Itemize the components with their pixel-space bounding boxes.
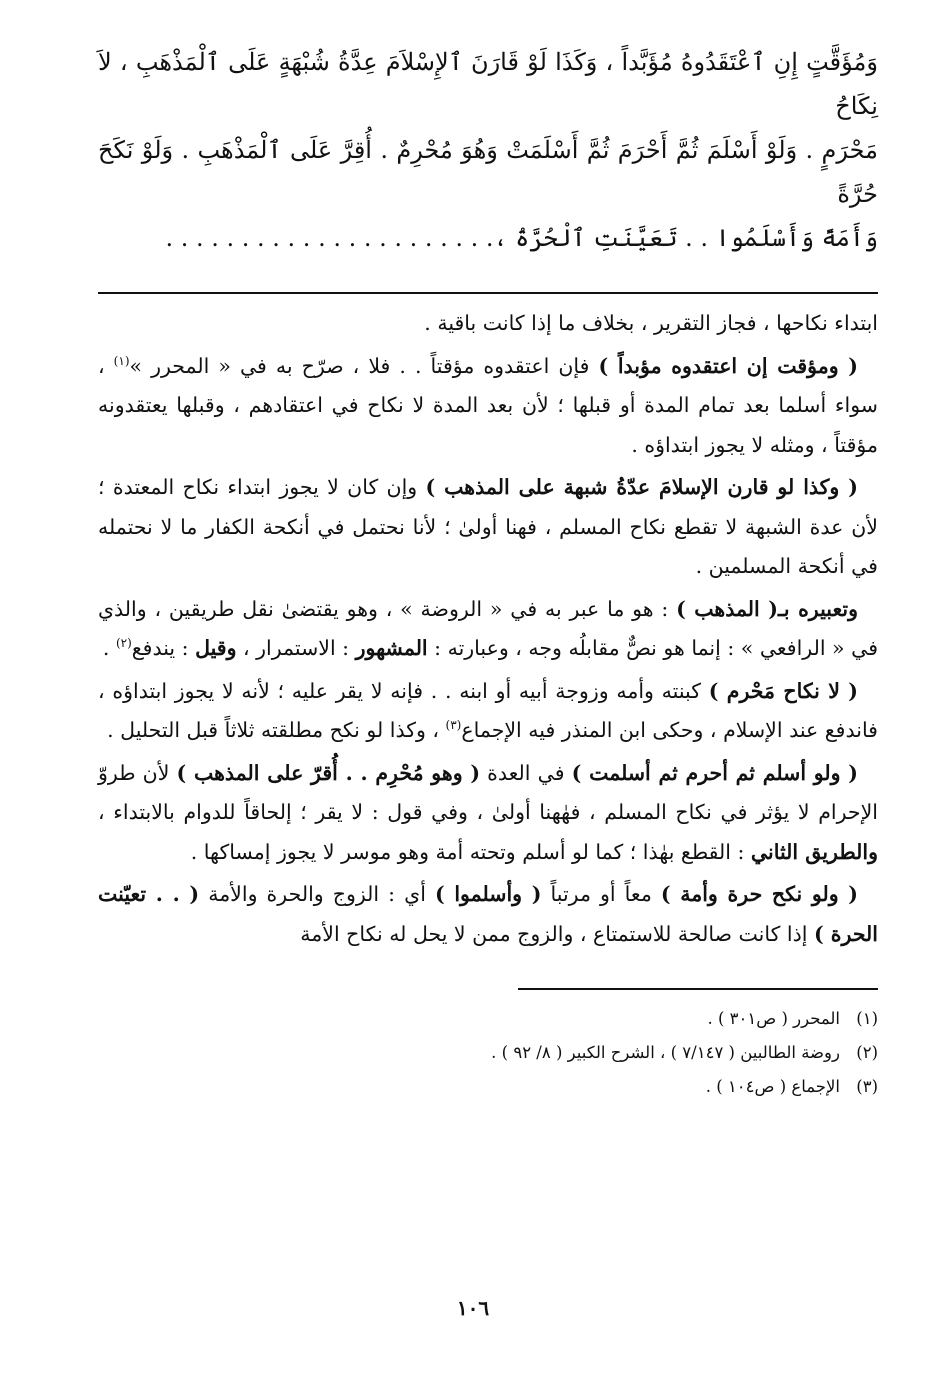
paragraph-text: : الاستمرار ، (236, 636, 356, 660)
matn-text (98, 40, 878, 260)
matn-line-1: وَمُؤَقَّتٍ إِنِ ٱعْتَقَدُوهُ مُؤَبَّداً ، وَكَذَا لَوْ قَارَنَ ٱلإِسْلاَمَ عِدَّةُ شُبْهَةٍ عَلَى ٱلْمَذْهَبِ ، لاَ نِكَاحُ (98, 48, 878, 120)
lemma: ( ولو أسلم ثم أحرم ثم أسلمت ) (571, 760, 858, 785)
lemma: ( ومؤقت إن اعتقدوه مؤبداً ) (598, 353, 858, 378)
lemma: ( . . تعيّنت الحرة ) (98, 882, 878, 946)
sharh-paragraph-7 (98, 875, 878, 954)
lead-word: وتعبيره بـ (777, 596, 858, 621)
paragraph-text: معاً أو مرتباً (541, 882, 661, 906)
footnote-text: روضة الطالبين ( ٧/١٤٧ ) ، الشرح الكبير ( ٨/ ٩٢ ) . (491, 1043, 840, 1062)
lemma: ( لا نكاح مَحْرم ) (708, 678, 858, 703)
page-body (98, 40, 878, 1104)
footnote-number: (١) (856, 1009, 878, 1028)
paragraph-text: : يندفع (131, 636, 196, 660)
footnotes (98, 1002, 878, 1104)
footnote-ref-3[interactable]: (٣) (445, 718, 462, 733)
paragraph-text: إذا كانت صالحة للاستمتاع ، والزوج ممن لا يحل له نكاح الأمة (300, 921, 814, 946)
sharh-paragraph-1: ابتداء نكاحها ، فجاز التقرير ، بخلاف ما إذا كانت باقية . (424, 311, 878, 335)
term-qil: وقيل (195, 636, 237, 660)
paragraph-text: ، وكذا لو نكح مطلقته ثلاثاً قبل التحليل . (107, 718, 446, 742)
paragraph-text: ، سواء أسلما بعد تمام المدة أو قبلها ؛ لأن بعد المدة لا نكاح في اعتقادهم ، وقبلها يعتقدونه مؤقتاً ، ومثله لا يجوز ابتداؤه . (98, 353, 878, 457)
paragraph-text: : القطع بهٰذا ؛ كما لو أسلم وتحته أمة وهو موسر لا يجوز إمساكها . (190, 839, 751, 864)
term-tariq: والطريق الثاني (750, 839, 878, 864)
footnote-1 (98, 1002, 878, 1036)
paragraph-text: في العدة (480, 760, 572, 785)
footnote-ref-1[interactable]: (١) (113, 353, 130, 368)
footnote-number: (٣) (856, 1077, 878, 1096)
paragraph-text: لأن طروّ الإحرام لا يؤثر في نكاح المسلم ، فهٰهنا أولىٰ ، وفي قول : لا يقر ؛ إلحاقاً للدوام بالابتداء ، (98, 760, 878, 824)
matn-line-2: مَحْرَمٍ . وَلَوْ أَسْلَمَ ثُمَّ أَحْرَمَ ثُمَّ أَسْلَمَتْ وَهُوَ مُحْرِمٌ . أُقِرَّ عَلَى ٱلْمَذْهَبِ . وَلَوْ نَكَحَ حُرَّةً (98, 136, 878, 208)
paragraph-text: وإن كان لا يجوز ابتداء نكاح المعتدة ؛ لأن عدة الشبهة لا تقطع نكاح المسلم ، فهنا أولىٰ ؛ لأنا نحتمل في أنكحة الكفار ما لا نحتمله في أنكحة المسلمين . (98, 475, 878, 578)
paragraph-text: فإن اعتقدوه مؤقتاً . . فلا ، صرّح به في « المحرر » (129, 353, 599, 378)
footnote-2 (98, 1036, 878, 1070)
lemma: ( وكذا لو قارن الإسلامَ عدّةُ شبهة على المذهب ) (425, 475, 858, 499)
footnote-number: (٢) (856, 1043, 878, 1062)
sharh-paragraph-3 (98, 468, 878, 587)
sharh-paragraph-2 (98, 347, 878, 466)
matn-dots: . . . . . . . . . . . . . . . . . . . . . . (165, 224, 494, 252)
footnote-ref-2[interactable]: (٢) (115, 636, 132, 651)
paragraph-text: كبنته وأمه وزوجة أبيه أو ابنه . . فإنه لا يقر عليه ؛ لأنه لا يجوز ابتداؤه ، فاندفع عند الإسلام ، وحكى ابن المنذر فيه الإجماع (98, 678, 878, 742)
sharh-paragraph-4 (98, 590, 878, 669)
paragraph-text: أي : الزوج والحرة والأمة (199, 882, 435, 906)
sharh-text (98, 304, 878, 954)
sharh-paragraph-6 (98, 754, 878, 873)
lemma: ( المذهب ) (676, 596, 778, 621)
lemma: ( وهو مُحْرِم . . أُقرّ على المذهب ) (176, 760, 481, 785)
footnote-3 (98, 1070, 878, 1104)
lemma: ( وأسلموا ) (434, 882, 542, 906)
matn-divider (98, 292, 878, 294)
matn-line-3-text: وَأَمَةً وَأَسْلَمُوا . . تَعَيَّنَتِ ٱلْحُرَّةُ ، (493, 224, 878, 252)
footnote-divider (518, 988, 878, 990)
sharh-paragraph-5 (98, 672, 878, 751)
page-number: ١٠٦ (456, 1296, 490, 1320)
footnote-text: الإجماع ( ص١٠٤ ) . (705, 1077, 840, 1096)
matn-line-3 (98, 216, 878, 260)
term-mashhur: المشهور (355, 636, 428, 660)
lemma: ( ولو نكح حرة وأمة ) (660, 882, 859, 906)
footnote-text: المحرر ( ص٣٠١ ) . (707, 1009, 840, 1028)
paragraph-text: : هو ما عبر به في « الروضة » ، وهو يقتضىٰ نقل طريقين ، والذي في « الرافعي » : إنما هو نصٌّ مقابلُه وجه ، وعبارته : (98, 596, 878, 660)
paragraph-text: . (102, 636, 116, 660)
